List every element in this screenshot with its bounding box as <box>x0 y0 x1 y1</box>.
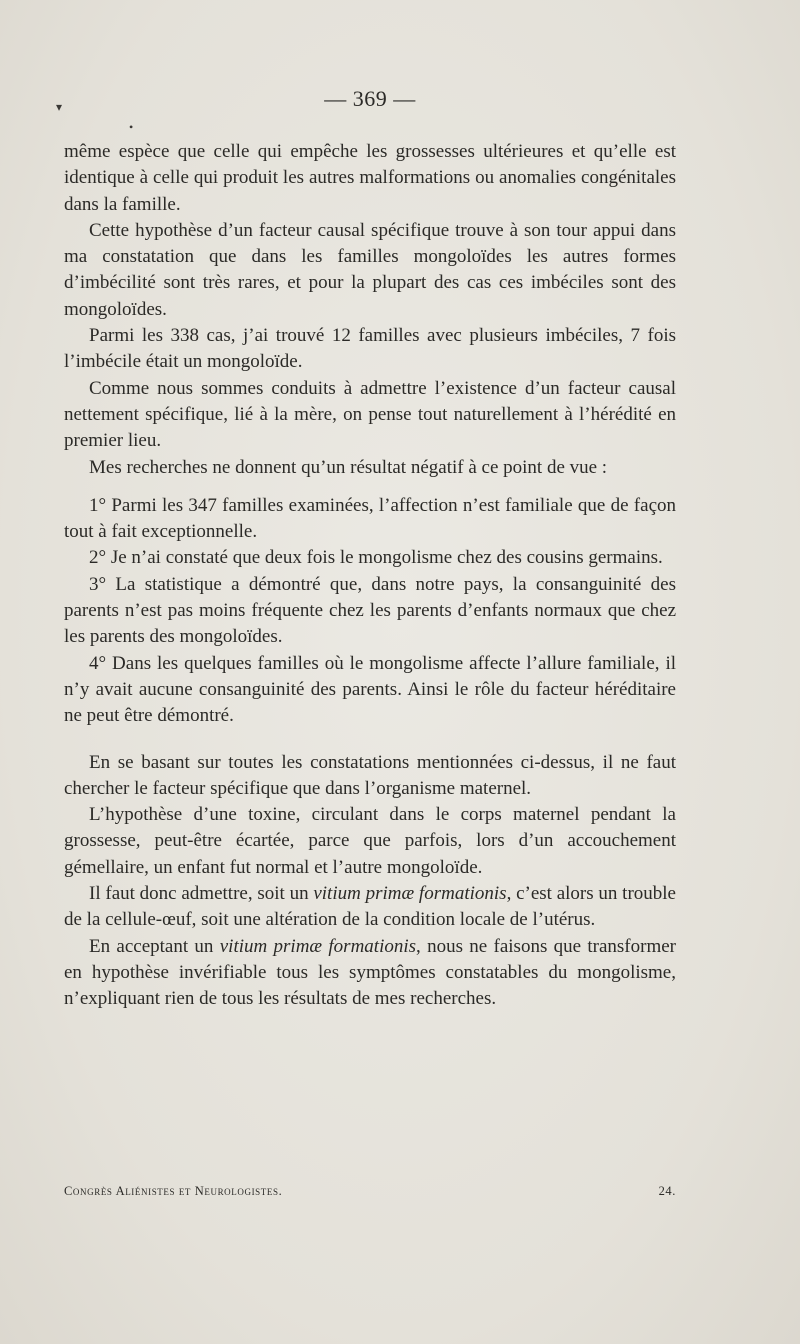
list-item: 2° Je n’ai constaté que deux fois le mongolisme chez des cousins germains. <box>89 547 663 569</box>
running-title: Congrès Aliénistes et Neurologistes. <box>64 1184 283 1198</box>
paragraph: L’hypothèse d’une toxine, circulant dans le corps maternel pendant la grossesse, peut-être écartée, parce que parfois, lors d’un accouchement gémellaire, un enfant fut normal et l’autre mongoloïde. <box>64 804 676 878</box>
paragraph-text: En acceptant un <box>89 935 220 957</box>
paragraph: En se basant sur toutes les constatations mentionnées ci-dessus, il ne faut chercher le facteur spécifique que dans l’organisme maternel. <box>64 751 676 799</box>
paragraph: Parmi les 338 cas, j’ai trouvé 12 familles avec plusieurs imbéciles, 7 fois l’imbécile était un mongoloïde. <box>64 325 676 373</box>
paragraph <box>64 881 676 934</box>
paragraph <box>64 934 676 1013</box>
list-item: 3° La statistique a démontré que, dans notre pays, la consanguinité des parents n’est pas moins fréquente chez les parents d’enfants normaux que chez les parents des mongoloïdes. <box>64 573 676 648</box>
latin-term: vitium primæ formationis <box>219 935 417 957</box>
paragraph: Cette hypothèse d’un facteur causal spécifique trouve à son tour appui dans ma constatation que dans les familles mongoloïdes les autres formes d’imbécilité sont très rares, et pour la plupart des cas ces imbéciles sont des mongoloïdes. <box>64 219 676 320</box>
paragraph-text: Il faut donc admettre, soit un <box>89 883 314 905</box>
paragraph: Comme nous sommes conduits à admettre l’existence d’un facteur causal nettement spécifique, lié à la mère, on pense tout naturellement à l’hérédité en premier lieu. <box>64 377 676 452</box>
list-item: 1° Parmi les 347 familles examinées, l’affection n’est familiale que de façon tout à fait exceptionnelle. <box>64 494 676 543</box>
paragraph: même espèce que celle qui empêche les grossesses ultérieures et qu’elle est identique à celle qui produit les autres malformations ou anomalies congénitales dans la famille. <box>64 141 676 215</box>
page-number: — 369 — <box>324 86 416 111</box>
body-text <box>64 139 676 1013</box>
signature-mark: 24. <box>658 1184 676 1198</box>
paragraph: Mes recherches ne donnent qu’un résultat négatif à ce point de vue : <box>89 456 608 478</box>
paragraph-text: , nous ne faisons que transformer en hypothèse invérifiable tous les symptômes constatables du mongolisme, n’expliquant rien de tous les résultats de mes recherches. <box>64 935 676 1010</box>
ink-speck: • <box>129 120 134 134</box>
page-footer <box>64 1184 676 1199</box>
paragraph-text: , c’est alors un trouble de la cellule-œuf, soit une altération de la condition locale de l’utérus. <box>64 883 676 931</box>
list-item: 4° Dans les quelques familles où le mongolisme affecte l’allure familiale, il n’y avait aucune consanguinité des parents. Ainsi le rôle du facteur héréditaire ne peut être démontré. <box>64 652 676 727</box>
latin-term: vitium primæ formationis <box>313 883 507 905</box>
ink-speck: ▾ <box>56 100 63 114</box>
